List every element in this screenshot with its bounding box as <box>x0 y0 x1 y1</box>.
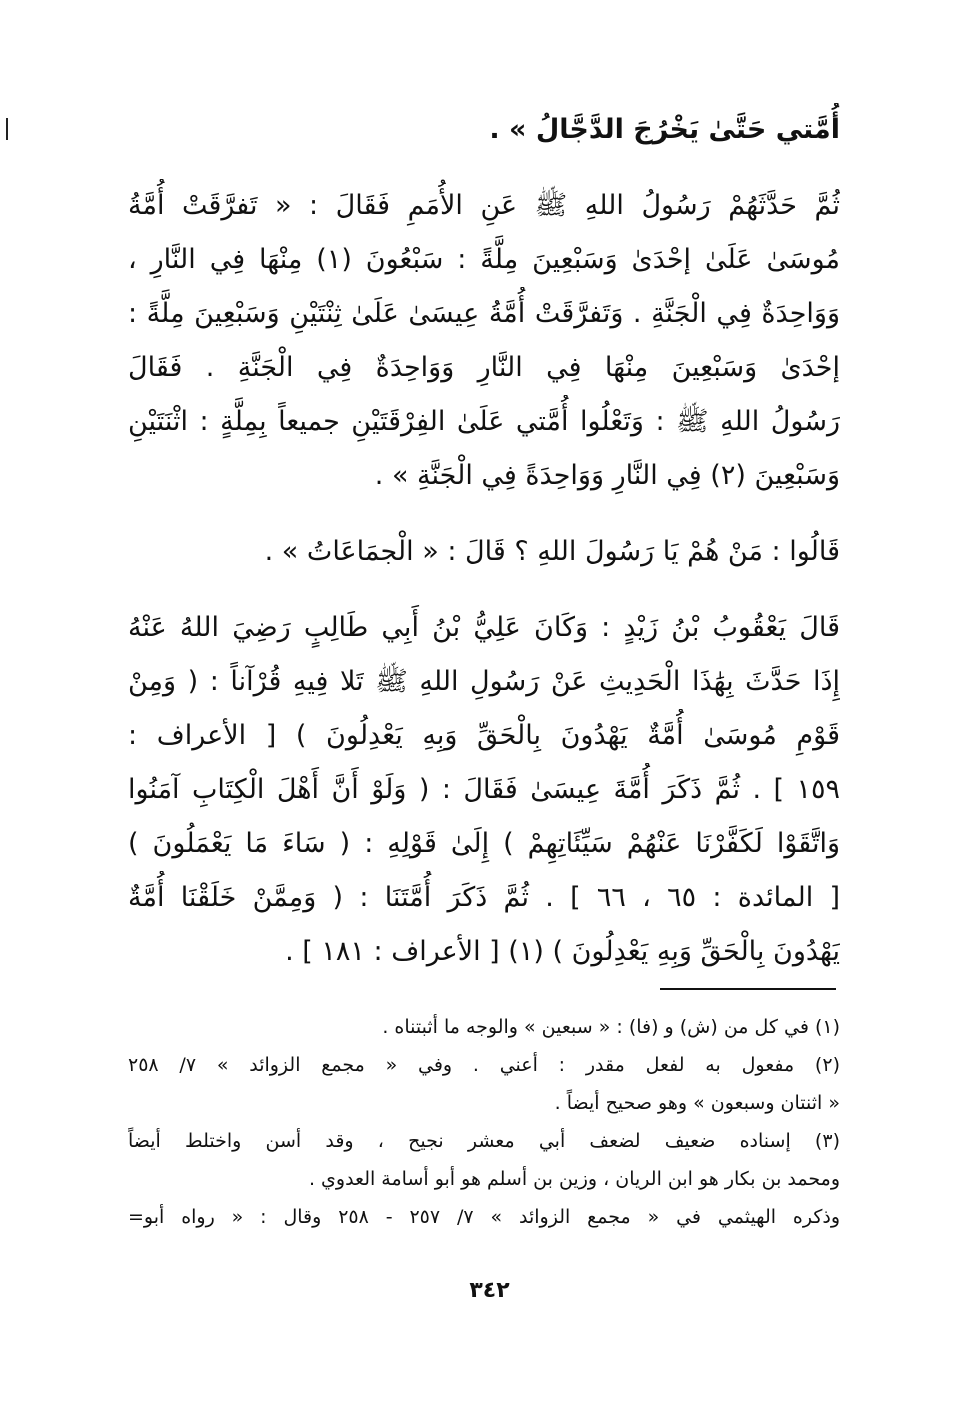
paragraph-3-line: يَهْدُونَ بِالْحَقِّ وَبِهِ يَعْدِلُونَ ) (١) [ الأعراف : ١٨١ ] . <box>285 936 840 967</box>
page-number: ٣٤٢ <box>469 1278 510 1303</box>
footnote-line: (١) في كل من (ش) و (فا) : « سبعين » والوجه ما أثبتناه . <box>382 1016 840 1038</box>
main-text <box>128 103 840 979</box>
paragraph-3-line: قَالَ يَعْقُوبُ بْنُ زَيْدٍ : وَكَانَ عَلِيُّ بْنُ أَبِي طَالِبٍ رَضِيَ اللهُ عَنْهُ <box>128 612 840 643</box>
paragraph-3-line: قَوْمِ مُوسَىٰ أُمَّةٌ يَهْدُونَ بِالْحَقِّ وَبِهِ يَعْدِلُونَ ) [ الأعراف : <box>128 720 840 751</box>
footnote-line: (٣) إسناده ضعيف لضعف أبي معشر نجيح ، وقد أسن واختلط أيضاً <box>128 1130 840 1152</box>
paragraph-3-line: إِذَا حَدَّثَ بِهَٰذَا الْحَدِيثِ عَنْ رَسُولِ اللهِ ﷺ تَلا فِيهِ قُرْآناً : ( وَمِنْ <box>128 666 840 697</box>
footnote-separator <box>660 988 836 990</box>
paragraph-1-line: وَسَبْعِينَ (٢) فِي النَّارِ وَوَاحِدَةً فِي الْجَنَّةِ » . <box>374 460 840 491</box>
paragraph-3-line: ١٥٩ ] . ثُمَّ ذَكَرَ أُمَّةَ عِيسَىٰ فَقَالَ : ( وَلَوْ أَنَّ أَهْلَ الْكِتَابِ آمَنُوا <box>128 774 840 805</box>
paragraph-1 <box>128 179 840 503</box>
paragraph-gap <box>128 579 840 601</box>
paragraph-1-line: مُوسَىٰ عَلَىٰ إحْدَىٰ وَسَبْعِينَ مِلَّةً : سَبْعُونَ (١) مِنْهَا فِي النَّارِ ، <box>128 244 840 275</box>
paragraph-3-line: وَاتَّقَوْا لَكَفَّرْنَا عَنْهُمْ سَيِّئَاتِهِمْ ) إِلَىٰ قَوْلِهِ : ( سَاءَ مَا يَعْمَلُونَ ) <box>128 828 840 859</box>
footnote-line: وذكره الهيثمي في « مجمع الزوائد » ٧/ ٢٥٧ - ٢٥٨ وقال : « رواه أبو= <box>128 1206 840 1228</box>
footnote-line: ومحمد بن بكار هو ابن الريان ، وزين بن أسلم هو أبو أسامة العدوي . <box>308 1168 840 1190</box>
paragraph-1-line: وَوَاحِدَةٌ فِي الْجَنَّةِ . وَتَفرَّقَتْ أُمَّةُ عِيسَىٰ عَلَىٰ ثِنْتَيْنِ وَسَبْعِينَ مِلَّةً : <box>128 298 840 329</box>
opening-line: أُمَّتي حَتَّىٰ يَخْرُجَ الدَّجَّالُ » . <box>489 114 840 145</box>
paragraph-3-line: [ المائدة : ٦٥ ، ٦٦ ] . ثُمَّ ذَكَرَ أُمَّتَنَا : ( وَمِمَّنْ خَلَقْنَا أُمَّةٌ <box>128 882 840 913</box>
margin-mark <box>6 118 8 140</box>
paragraph-3 <box>128 601 840 979</box>
footnote-line: (٢) مفعول به لفعل مقدر : أعني . وفي « مجمع الزوائد » ٧/ ٢٥٨ <box>128 1054 840 1076</box>
paragraph-2: قَالُوا : مَنْ هُمْ يَا رَسُولَ اللهِ ؟ قَالَ : « الْجمَاعَاتُ » . <box>264 536 840 567</box>
paragraph-1-line: إحْدَىٰ وَسَبْعِينَ مِنْهَا فِي النَّارِ وَوَاحِدَةٌ فِي الْجَنَّةِ . فَقَالَ <box>128 352 840 383</box>
paragraph-1-line: رَسُولُ اللهِ ﷺ : وَتَعْلُوا أُمَّتي عَلَىٰ الفِرْقَتَيْنِ جميعاً بِمِلَّةٍ : اثْنَتَيْنِ <box>128 406 840 437</box>
paragraph-gap <box>128 157 840 179</box>
footnotes <box>128 1008 840 1236</box>
paragraph-gap <box>128 503 840 525</box>
footnote-line: « اثنتان وسبعون » وهو صحيح أيضاً . <box>554 1092 840 1114</box>
paragraph-1-line: ثُمَّ حَدَّثَهُمْ رَسُولُ اللهِ ﷺ عَنِ الأُمَمِ فَقَالَ : « تَفرَّقَتْ أُمَّةُ <box>128 190 840 221</box>
